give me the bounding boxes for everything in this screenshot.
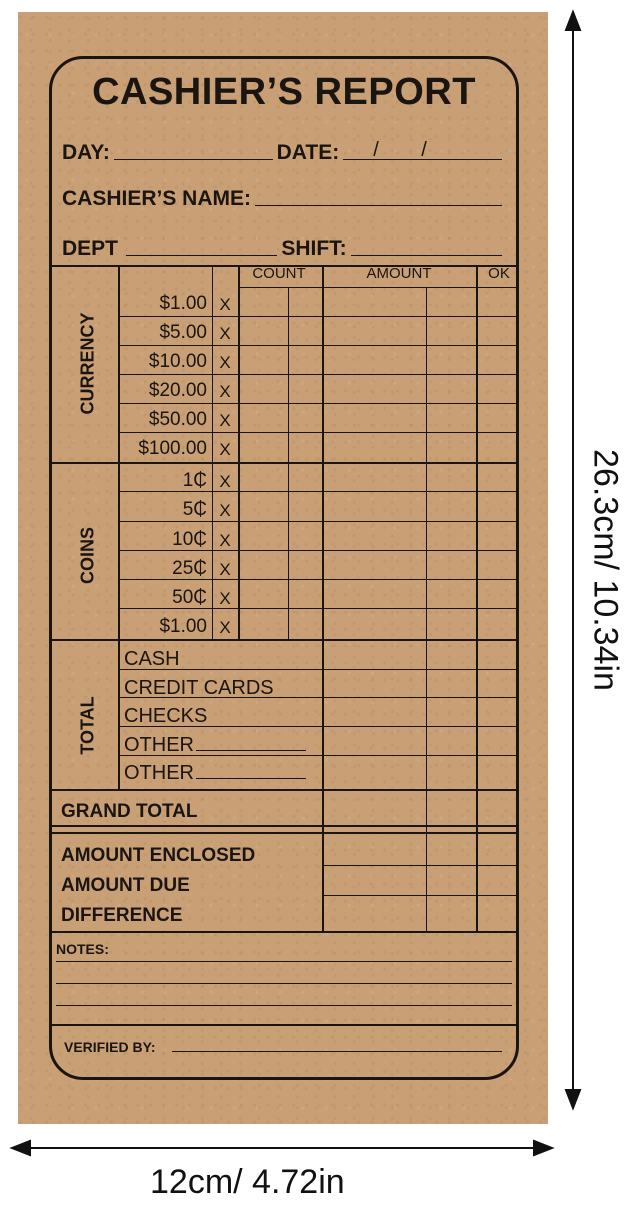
height-dimension-label: 26.3cm/ 10.34in [586, 449, 625, 691]
total-item-credit-cards: CREDIT CARDS [124, 677, 274, 699]
coin-denom: 50₵ [172, 587, 207, 608]
amount-column-header: AMOUNT [366, 265, 432, 282]
grand-total-label: GRAND TOTAL [61, 801, 198, 822]
currency-denom: $10.00 [148, 351, 207, 372]
multiply-mark: X [219, 440, 231, 459]
coin-denom: 1₵ [182, 470, 207, 491]
amount-enclosed-label: AMOUNT ENCLOSED [61, 845, 256, 866]
coin-denom: $1.00 [159, 616, 207, 637]
multiply-mark: X [219, 560, 231, 579]
date-slash-1: / [373, 139, 379, 161]
coin-denom: 5₵ [182, 499, 207, 520]
multiply-mark: X [219, 501, 231, 520]
multiply-mark: X [219, 531, 231, 550]
multiply-mark: X [219, 411, 231, 430]
coins-section-label: COINS [77, 527, 98, 585]
date-slash-2: / [421, 139, 427, 161]
currency-denom: $20.00 [148, 380, 207, 401]
shift-label: SHIFT: [281, 237, 347, 260]
total-section-label: TOTAL [77, 696, 98, 755]
notes-label: NOTES: [56, 941, 109, 957]
verified-by-label: VERIFIED BY: [64, 1039, 156, 1055]
amount-due-label: AMOUNT DUE [61, 875, 190, 896]
total-item-cash: CASH [124, 648, 180, 670]
cashier-name-label: CASHIER’S NAME: [62, 187, 252, 210]
coin-denom: 25₵ [172, 558, 207, 579]
multiply-mark: X [219, 353, 231, 372]
multiply-mark: X [219, 472, 231, 491]
currency-denom: $5.00 [159, 322, 207, 343]
currency-section-label: CURRENCY [77, 312, 98, 415]
total-item-checks: CHECKS [124, 705, 208, 727]
currency-denom: $50.00 [148, 409, 207, 430]
difference-label: DIFFERENCE [61, 905, 183, 926]
ok-column-header: OK [488, 265, 510, 282]
report-title: CASHIER’S REPORT [92, 71, 476, 113]
other-label: OTHER [124, 734, 194, 756]
coin-denom: 10₵ [172, 529, 207, 550]
width-dimension-label: 12cm/ 4.72in [150, 1163, 345, 1201]
count-column-header: COUNT [252, 265, 306, 282]
multiply-mark: X [219, 589, 231, 608]
day-label: DAY: [62, 141, 110, 164]
multiply-mark: X [219, 618, 231, 637]
date-label: DATE: [276, 141, 340, 164]
width-arrow [12, 1141, 552, 1155]
height-arrow [566, 12, 580, 1108]
currency-denom: $1.00 [159, 293, 207, 314]
currency-denom: $100.00 [138, 438, 207, 459]
other-label: OTHER [124, 762, 194, 784]
dept-label: DEPT [62, 237, 119, 260]
multiply-mark: X [219, 295, 231, 314]
multiply-mark: X [219, 382, 231, 401]
multiply-mark: X [219, 324, 231, 343]
